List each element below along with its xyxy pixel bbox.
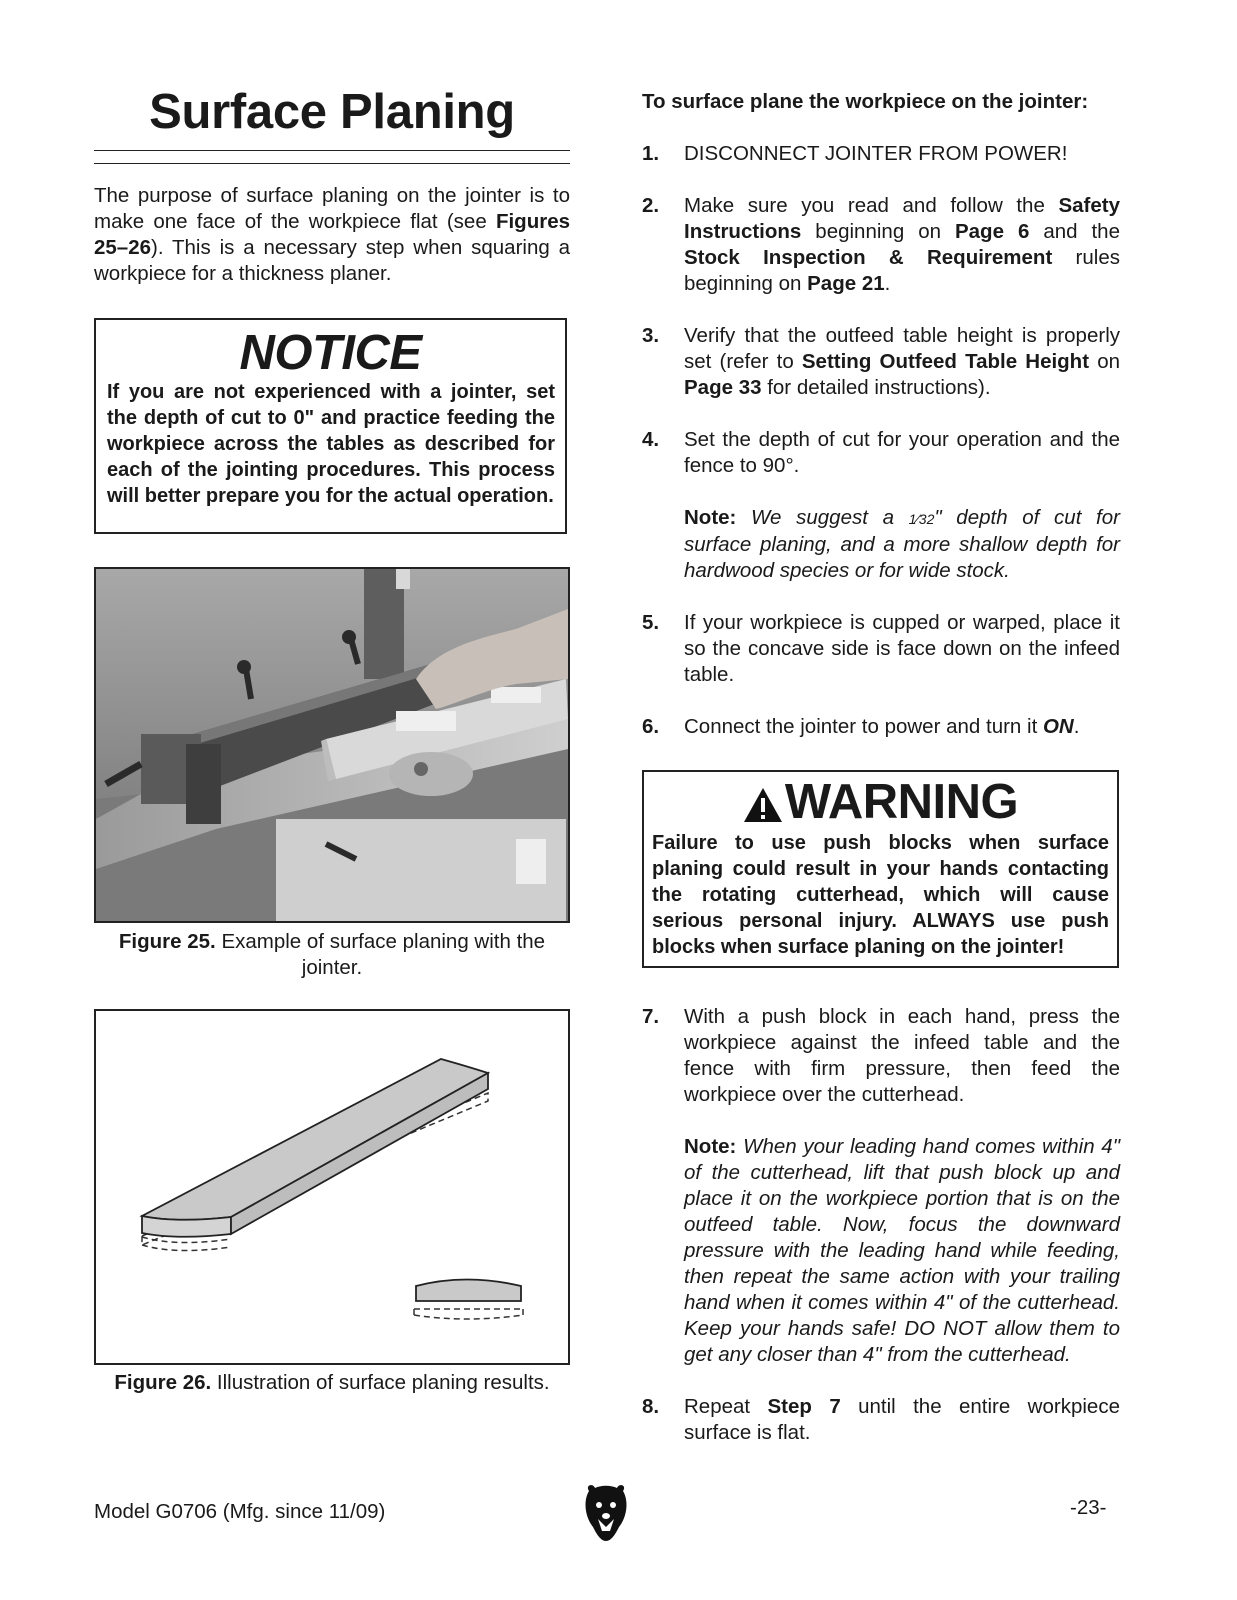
planed-board-illustration-icon [96, 1011, 568, 1363]
warning-triangle-icon [743, 787, 783, 823]
figure-26-illustration [94, 1009, 570, 1365]
intro-paragraph: The purpose of surface planing on the jointer is to make one face of the workpiece flat (see Figures 25–26). This is a necessary step when squaring a workpiece for a thickness planer. [94, 184, 570, 285]
note-push-block: Note: When your leading hand comes within 4" of the cutterhead, lift that push block up and place it on the workpiece portion that is on the outfeed table. Now, focus the downward pressure with the leading hand while feeding, then repeat the same action with your trailing hand when it comes within 4" of the cutterhead. Keep your hands safe! DO NOT allow them to get any closer than 4" from the cutterhead. [684, 1135, 1120, 1366]
title-rule-bottom [94, 163, 570, 164]
notice-box [94, 318, 567, 534]
notice-text: If you are not experienced with a jointer, set the depth of cut to 0" and practice feeding the workpiece across the tables as described for each of the jointing procedures. This process will better prepare you for the actual operation. [107, 381, 555, 507]
step-4: 4. Set the depth of cut for your operation and the fence to 90°. [642, 428, 1120, 477]
step-8: 8. Repeat Step 7 until the entire workpiece surface is flat. [642, 1395, 1120, 1444]
warning-heading: WARNING [652, 778, 1109, 827]
step-1: 1. DISCONNECT JOINTER FROM POWER! [642, 142, 1068, 165]
warning-text: Failure to use push blocks when surface planing could result in your hands contacting the rotating cutterhead, which will cause serious personal injury. ALWAYS use push blocks when surface planing on the jointer! [652, 832, 1109, 958]
procedure-column [642, 89, 1120, 1446]
step-3: 3. Verify that the outfeed table height is properly set (refer to Setting Outfeed Table Height on Page 33 for detailed instructions). [642, 324, 1121, 399]
footer-model: Model G0706 (Mfg. since 11/09) [94, 1500, 386, 1523]
figures-reference: Figures 25–26 [94, 210, 570, 259]
warning-box [642, 770, 1119, 968]
figure-26-caption: Figure 26. Illustration of surface planing results. [114, 1371, 550, 1394]
note-depth-of-cut: Note: We suggest a 1⁄32" depth of cut for surface planing, and a more shallow depth for hardwood species or for wide stock. [684, 506, 1120, 582]
bear-logo-icon [583, 1483, 629, 1548]
page-title: Surface Planing [149, 85, 515, 139]
step-7: 7. With a push block in each hand, press the workpiece against the infeed table and the fence with firm pressure, then feed the workpiece over the cutterhead. [642, 1005, 1120, 1106]
step-6: 6. Connect the jointer to power and turn it ON. [642, 715, 1080, 738]
notice-heading: NOTICE [239, 326, 422, 380]
title-rule-top [94, 150, 570, 151]
jointer-photo-icon [96, 569, 568, 921]
figure-25-photo [94, 567, 570, 923]
step-5: 5. If your workpiece is cupped or warped, place it so the concave side is face down on the infeed table. [642, 611, 1120, 686]
step-2: 2. Make sure you read and follow the Safety Instructions beginning on Page 6 and the Stock Inspection & Requirement rules beginning on Page 21. [642, 194, 1120, 295]
procedure-intro: To surface plane the workpiece on the jointer: [642, 90, 1089, 113]
figure-25-caption: Figure 25. Example of surface planing with the jointer. [118, 930, 546, 979]
page-number: -23- [1070, 1496, 1107, 1519]
